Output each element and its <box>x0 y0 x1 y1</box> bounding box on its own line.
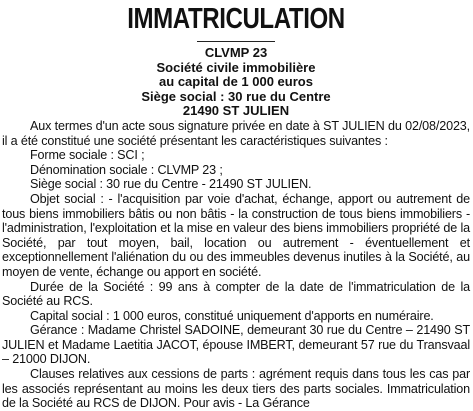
company-type: Société civile immobilière <box>156 59 316 75</box>
capital-paragraph: Capital social : 1 000 euros, constitué uniquement d'apports en numéraire. <box>30 308 434 323</box>
clauses-paragraph: Clauses relatives aux cessions de parts : agrément requis dans tous les cas par les associés représentant au moins les deux tiers des parts sociales. Immatriculation de la Société au RCS de DIJON. Pour avis - La Gérance <box>2 367 470 411</box>
siege-line: Siège social : 30 rue du Centre - 21490 ST JULIEN. <box>30 177 312 192</box>
company-header <box>2 46 470 119</box>
forme-line: Forme sociale : SCI ; <box>30 148 145 163</box>
intro-paragraph: Aux termes d'un acte sous signature privée en date à ST JULIEN du 02/08/2023, il a été constitué une société présentant les caractéristiques suivantes : <box>2 118 470 148</box>
denomination-line: Dénomination sociale : CLVMP 23 ; <box>30 162 223 177</box>
objet-paragraph: Objet social : - l'acquisition par voie d'achat, échange, apport ou autrement de tous biens immobiliers bâtis ou non bâtis - la construction de tous biens immobiliers - l'administration, l'exploitation et la mise en valeur des biens immobiliers propriété de la Société, par tout moyen, bail, location ou autrement - éventuellement et exceptionnellement l'aliénation du ou des immeubles devenus inutiles à la Société, au moyen de vente, échange ou apport en société. <box>2 191 470 279</box>
company-address: Siège social : 30 rue du Centre <box>141 88 331 104</box>
company-capital: au capital de 1 000 euros <box>159 74 313 90</box>
company-name: CLVMP 23 <box>204 45 268 60</box>
notice-body <box>2 119 470 411</box>
gerance-paragraph: Gérance : Madame Christel SADOINE, demeurant 30 rue du Centre – 21490 ST JULIEN et Madame Laetitia JACOT, épouse IMBERT, demeurant 57 rue du Transvaal – 21000 DIJON. <box>2 323 470 367</box>
notice-title: IMMATRICULATION <box>127 3 345 35</box>
duree-paragraph: Durée de la Société : 99 ans à compter de la date de l'immatriculation de la Société au RCS. <box>2 279 470 309</box>
company-city: 21490 ST JULIEN <box>182 103 290 119</box>
title-divider <box>197 41 275 42</box>
